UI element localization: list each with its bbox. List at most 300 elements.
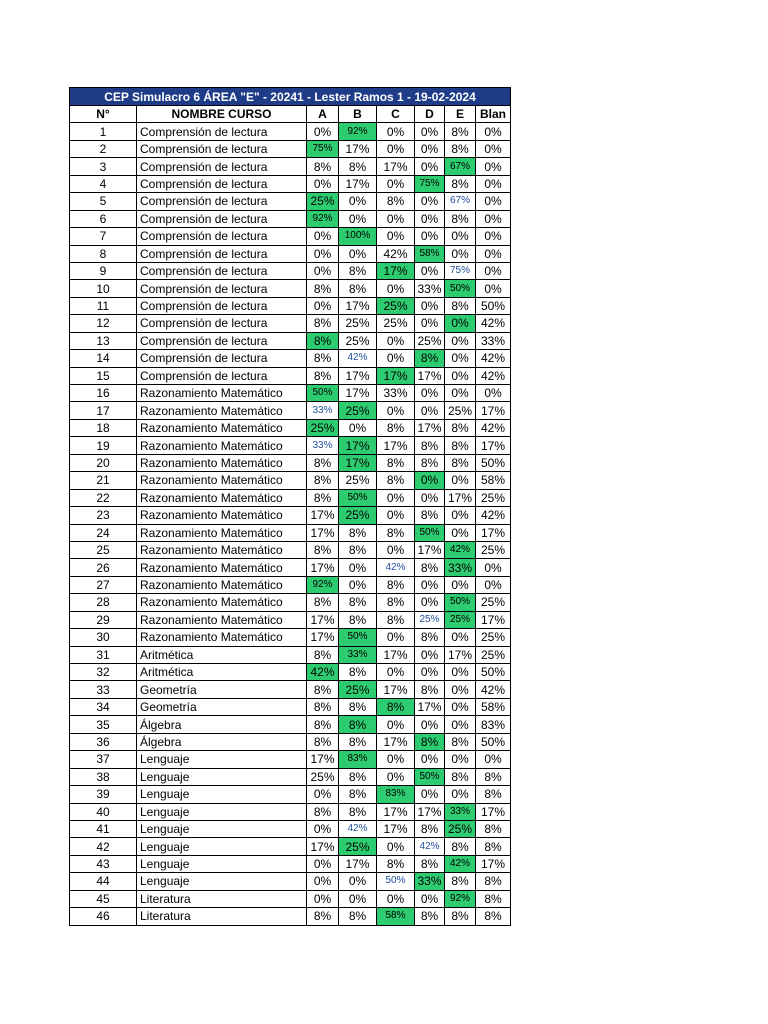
pct-blank: 17%	[476, 611, 511, 628]
course-name: Comprensión de lectura	[137, 175, 307, 192]
pct-e: 0%	[445, 524, 476, 541]
table-row	[70, 385, 511, 402]
pct-d: 58%	[415, 245, 445, 262]
row-number: 24	[70, 524, 137, 541]
pct-e: 0%	[445, 315, 476, 332]
pct-a: 0%	[307, 297, 339, 314]
pct-a: 42%	[307, 664, 339, 681]
course-name: Comprensión de lectura	[137, 315, 307, 332]
pct-a: 8%	[307, 716, 339, 733]
pct-b: 0%	[339, 245, 377, 262]
pct-a: 92%	[307, 576, 339, 593]
pct-d: 0%	[415, 262, 445, 279]
course-name: Literatura	[137, 908, 307, 925]
pct-b: 17%	[339, 297, 377, 314]
pct-e: 8%	[445, 454, 476, 471]
table-row	[70, 140, 511, 157]
row-number: 14	[70, 350, 137, 367]
pct-e: 8%	[445, 768, 476, 785]
pct-e: 8%	[445, 297, 476, 314]
pct-d: 8%	[415, 681, 445, 698]
pct-blank: 25%	[476, 541, 511, 558]
pct-a: 8%	[307, 367, 339, 384]
pct-b: 17%	[339, 367, 377, 384]
course-name: Lenguaje	[137, 855, 307, 872]
table-row	[70, 472, 511, 489]
pct-blank: 42%	[476, 315, 511, 332]
pct-c: 8%	[377, 594, 415, 611]
row-number: 1	[70, 123, 137, 140]
pct-blank: 17%	[476, 803, 511, 820]
course-name: Comprensión de lectura	[137, 123, 307, 140]
pct-d: 0%	[415, 297, 445, 314]
pct-blank: 83%	[476, 716, 511, 733]
row-number: 8	[70, 245, 137, 262]
pct-a: 8%	[307, 315, 339, 332]
pct-c: 8%	[377, 454, 415, 471]
row-number: 17	[70, 402, 137, 419]
course-name: Razonamiento Matemático	[137, 507, 307, 524]
pct-blank: 8%	[476, 768, 511, 785]
pct-blank: 0%	[476, 262, 511, 279]
header-number: N°	[70, 106, 137, 123]
course-name: Razonamiento Matemático	[137, 489, 307, 506]
pct-blank: 25%	[476, 594, 511, 611]
pct-d: 0%	[415, 228, 445, 245]
row-number: 4	[70, 175, 137, 192]
pct-d: 17%	[415, 367, 445, 384]
pct-blank: 0%	[476, 193, 511, 210]
row-number: 2	[70, 140, 137, 157]
pct-c: 0%	[377, 768, 415, 785]
pct-a: 0%	[307, 175, 339, 192]
pct-blank: 25%	[476, 646, 511, 663]
pct-a: 50%	[307, 385, 339, 402]
pct-c: 0%	[377, 228, 415, 245]
table-row	[70, 803, 511, 820]
row-number: 15	[70, 367, 137, 384]
results-table	[69, 87, 511, 926]
pct-c: 8%	[377, 698, 415, 715]
pct-c: 8%	[377, 419, 415, 436]
pct-blank: 0%	[476, 245, 511, 262]
course-name: Lenguaje	[137, 873, 307, 890]
table-row	[70, 280, 511, 297]
pct-blank: 8%	[476, 908, 511, 925]
table-row	[70, 733, 511, 750]
row-number: 34	[70, 698, 137, 715]
course-name: Lenguaje	[137, 768, 307, 785]
pct-b: 0%	[339, 890, 377, 907]
table-row	[70, 768, 511, 785]
pct-b: 8%	[339, 262, 377, 279]
table-row	[70, 193, 511, 210]
pct-d: 17%	[415, 698, 445, 715]
row-number: 12	[70, 315, 137, 332]
pct-d: 0%	[415, 786, 445, 803]
pct-a: 17%	[307, 524, 339, 541]
pct-c: 0%	[377, 489, 415, 506]
pct-c: 0%	[377, 541, 415, 558]
pct-c: 0%	[377, 140, 415, 157]
pct-a: 0%	[307, 855, 339, 872]
row-number: 44	[70, 873, 137, 890]
course-name: Comprensión de lectura	[137, 210, 307, 227]
pct-c: 8%	[377, 193, 415, 210]
table-row	[70, 559, 511, 576]
pct-d: 17%	[415, 803, 445, 820]
header-c: C	[377, 106, 415, 123]
table-row	[70, 890, 511, 907]
pct-d: 8%	[415, 733, 445, 750]
pct-e: 75%	[445, 262, 476, 279]
pct-a: 8%	[307, 733, 339, 750]
pct-c: 0%	[377, 629, 415, 646]
row-number: 32	[70, 664, 137, 681]
row-number: 31	[70, 646, 137, 663]
header-blank: Blan	[476, 106, 511, 123]
pct-e: 33%	[445, 803, 476, 820]
pct-e: 50%	[445, 594, 476, 611]
pct-c: 0%	[377, 175, 415, 192]
pct-blank: 17%	[476, 437, 511, 454]
pct-c: 42%	[377, 245, 415, 262]
pct-a: 0%	[307, 820, 339, 837]
pct-b: 17%	[339, 385, 377, 402]
row-number: 42	[70, 838, 137, 855]
pct-d: 0%	[415, 210, 445, 227]
pct-d: 0%	[415, 751, 445, 768]
table-row	[70, 698, 511, 715]
pct-a: 8%	[307, 350, 339, 367]
table-row	[70, 629, 511, 646]
course-name: Comprensión de lectura	[137, 297, 307, 314]
pct-a: 0%	[307, 245, 339, 262]
pct-a: 17%	[307, 629, 339, 646]
pct-d: 17%	[415, 541, 445, 558]
row-number: 22	[70, 489, 137, 506]
course-name: Comprensión de lectura	[137, 245, 307, 262]
row-number: 33	[70, 681, 137, 698]
row-number: 20	[70, 454, 137, 471]
pct-a: 92%	[307, 210, 339, 227]
pct-c: 25%	[377, 297, 415, 314]
pct-a: 8%	[307, 489, 339, 506]
pct-blank: 0%	[476, 228, 511, 245]
pct-a: 0%	[307, 123, 339, 140]
pct-e: 0%	[445, 332, 476, 349]
course-name: Comprensión de lectura	[137, 280, 307, 297]
pct-e: 42%	[445, 855, 476, 872]
pct-e: 50%	[445, 280, 476, 297]
table-row	[70, 594, 511, 611]
pct-d: 0%	[415, 576, 445, 593]
table-row	[70, 437, 511, 454]
course-name: Álgebra	[137, 733, 307, 750]
course-name: Lenguaje	[137, 820, 307, 837]
pct-c: 0%	[377, 332, 415, 349]
table-body	[70, 123, 511, 925]
pct-b: 25%	[339, 315, 377, 332]
pct-a: 25%	[307, 768, 339, 785]
table-row	[70, 123, 511, 140]
pct-e: 8%	[445, 419, 476, 436]
table-row	[70, 315, 511, 332]
pct-b: 8%	[339, 664, 377, 681]
pct-e: 17%	[445, 646, 476, 663]
pct-a: 8%	[307, 332, 339, 349]
course-name: Razonamiento Matemático	[137, 629, 307, 646]
pct-blank: 0%	[476, 280, 511, 297]
pct-b: 25%	[339, 681, 377, 698]
pct-blank: 25%	[476, 629, 511, 646]
course-name: Razonamiento Matemático	[137, 559, 307, 576]
table-row	[70, 873, 511, 890]
pct-e: 0%	[445, 716, 476, 733]
pct-e: 0%	[445, 681, 476, 698]
course-name: Comprensión de lectura	[137, 158, 307, 175]
pct-blank: 17%	[476, 402, 511, 419]
table-row	[70, 908, 511, 925]
pct-blank: 0%	[476, 175, 511, 192]
table-row	[70, 245, 511, 262]
pct-e: 67%	[445, 158, 476, 175]
pct-e: 92%	[445, 890, 476, 907]
row-number: 40	[70, 803, 137, 820]
pct-d: 0%	[415, 402, 445, 419]
course-name: Lenguaje	[137, 803, 307, 820]
pct-e: 8%	[445, 123, 476, 140]
pct-b: 33%	[339, 646, 377, 663]
table-row	[70, 820, 511, 837]
pct-a: 8%	[307, 908, 339, 925]
pct-b: 42%	[339, 820, 377, 837]
pct-c: 8%	[377, 472, 415, 489]
pct-d: 17%	[415, 419, 445, 436]
pct-d: 0%	[415, 890, 445, 907]
pct-a: 8%	[307, 594, 339, 611]
pct-blank: 8%	[476, 890, 511, 907]
pct-b: 8%	[339, 158, 377, 175]
pct-b: 8%	[339, 698, 377, 715]
pct-d: 8%	[415, 855, 445, 872]
header-course: NOMBRE CURSO	[137, 106, 307, 123]
pct-b: 8%	[339, 768, 377, 785]
course-name: Aritmética	[137, 646, 307, 663]
table-row	[70, 402, 511, 419]
pct-b: 0%	[339, 559, 377, 576]
pct-d: 8%	[415, 350, 445, 367]
pct-a: 17%	[307, 507, 339, 524]
pct-c: 0%	[377, 210, 415, 227]
pct-d: 42%	[415, 838, 445, 855]
pct-c: 17%	[377, 681, 415, 698]
course-name: Lenguaje	[137, 786, 307, 803]
pct-c: 0%	[377, 838, 415, 855]
pct-e: 0%	[445, 664, 476, 681]
pct-c: 8%	[377, 855, 415, 872]
pct-c: 0%	[377, 402, 415, 419]
pct-e: 0%	[445, 472, 476, 489]
pct-d: 50%	[415, 524, 445, 541]
pct-b: 8%	[339, 541, 377, 558]
pct-c: 8%	[377, 611, 415, 628]
row-number: 10	[70, 280, 137, 297]
pct-c: 25%	[377, 315, 415, 332]
pct-a: 8%	[307, 698, 339, 715]
pct-d: 25%	[415, 611, 445, 628]
pct-blank: 8%	[476, 820, 511, 837]
pct-e: 0%	[445, 385, 476, 402]
pct-blank: 50%	[476, 297, 511, 314]
pct-blank: 8%	[476, 786, 511, 803]
pct-c: 17%	[377, 733, 415, 750]
table-row	[70, 175, 511, 192]
pct-e: 0%	[445, 629, 476, 646]
pct-c: 0%	[377, 123, 415, 140]
course-name: Razonamiento Matemático	[137, 454, 307, 471]
pct-e: 17%	[445, 489, 476, 506]
pct-b: 83%	[339, 751, 377, 768]
pct-b: 0%	[339, 210, 377, 227]
pct-c: 50%	[377, 873, 415, 890]
course-name: Razonamiento Matemático	[137, 611, 307, 628]
pct-blank: 42%	[476, 350, 511, 367]
row-number: 45	[70, 890, 137, 907]
pct-blank: 0%	[476, 751, 511, 768]
pct-a: 8%	[307, 454, 339, 471]
pct-d: 33%	[415, 280, 445, 297]
pct-blank: 8%	[476, 838, 511, 855]
row-number: 11	[70, 297, 137, 314]
pct-e: 8%	[445, 838, 476, 855]
pct-d: 0%	[415, 646, 445, 663]
pct-a: 8%	[307, 472, 339, 489]
table-row	[70, 838, 511, 855]
pct-c: 0%	[377, 751, 415, 768]
table-row	[70, 350, 511, 367]
pct-d: 0%	[415, 385, 445, 402]
pct-blank: 42%	[476, 507, 511, 524]
pct-b: 17%	[339, 454, 377, 471]
course-name: Comprensión de lectura	[137, 367, 307, 384]
row-number: 43	[70, 855, 137, 872]
row-number: 25	[70, 541, 137, 558]
row-number: 19	[70, 437, 137, 454]
row-number: 5	[70, 193, 137, 210]
row-number: 30	[70, 629, 137, 646]
pct-a: 33%	[307, 402, 339, 419]
course-name: Comprensión de lectura	[137, 193, 307, 210]
pct-e: 0%	[445, 507, 476, 524]
pct-blank: 0%	[476, 123, 511, 140]
pct-c: 0%	[377, 507, 415, 524]
pct-d: 0%	[415, 158, 445, 175]
row-number: 23	[70, 507, 137, 524]
pct-b: 17%	[339, 140, 377, 157]
pct-c: 58%	[377, 908, 415, 925]
pct-e: 33%	[445, 559, 476, 576]
course-name: Razonamiento Matemático	[137, 524, 307, 541]
pct-b: 25%	[339, 402, 377, 419]
pct-b: 8%	[339, 524, 377, 541]
row-number: 18	[70, 419, 137, 436]
pct-a: 8%	[307, 280, 339, 297]
pct-d: 8%	[415, 908, 445, 925]
pct-blank: 0%	[476, 385, 511, 402]
pct-b: 8%	[339, 716, 377, 733]
table-row	[70, 646, 511, 663]
course-name: Geometría	[137, 681, 307, 698]
table-row	[70, 751, 511, 768]
pct-d: 25%	[415, 332, 445, 349]
table-row	[70, 507, 511, 524]
pct-blank: 0%	[476, 210, 511, 227]
course-name: Comprensión de lectura	[137, 350, 307, 367]
pct-d: 0%	[415, 716, 445, 733]
pct-b: 8%	[339, 733, 377, 750]
pct-d: 8%	[415, 559, 445, 576]
row-number: 37	[70, 751, 137, 768]
course-name: Razonamiento Matemático	[137, 437, 307, 454]
pct-c: 8%	[377, 524, 415, 541]
row-number: 7	[70, 228, 137, 245]
pct-b: 25%	[339, 838, 377, 855]
course-name: Comprensión de lectura	[137, 262, 307, 279]
table-row	[70, 664, 511, 681]
pct-c: 17%	[377, 646, 415, 663]
pct-a: 8%	[307, 803, 339, 820]
course-name: Razonamiento Matemático	[137, 594, 307, 611]
pct-e: 0%	[445, 698, 476, 715]
pct-b: 92%	[339, 123, 377, 140]
pct-blank: 33%	[476, 332, 511, 349]
header-d: D	[415, 106, 445, 123]
row-number: 3	[70, 158, 137, 175]
row-number: 36	[70, 733, 137, 750]
table-row	[70, 611, 511, 628]
row-number: 21	[70, 472, 137, 489]
pct-b: 0%	[339, 193, 377, 210]
course-name: Lenguaje	[137, 751, 307, 768]
pct-d: 0%	[415, 315, 445, 332]
table-row	[70, 158, 511, 175]
table-row	[70, 262, 511, 279]
pct-e: 0%	[445, 228, 476, 245]
table-row	[70, 855, 511, 872]
pct-d: 75%	[415, 175, 445, 192]
row-number: 28	[70, 594, 137, 611]
course-name: Comprensión de lectura	[137, 140, 307, 157]
pct-c: 17%	[377, 803, 415, 820]
pct-e: 0%	[445, 576, 476, 593]
pct-d: 0%	[415, 193, 445, 210]
pct-d: 8%	[415, 629, 445, 646]
pct-e: 8%	[445, 175, 476, 192]
table-row	[70, 332, 511, 349]
course-name: Razonamiento Matemático	[137, 385, 307, 402]
pct-c: 17%	[377, 367, 415, 384]
row-number: 35	[70, 716, 137, 733]
pct-blank: 58%	[476, 698, 511, 715]
row-number: 27	[70, 576, 137, 593]
pct-e: 8%	[445, 210, 476, 227]
pct-d: 8%	[415, 454, 445, 471]
pct-e: 0%	[445, 367, 476, 384]
pct-a: 0%	[307, 873, 339, 890]
pct-c: 42%	[377, 559, 415, 576]
row-number: 38	[70, 768, 137, 785]
